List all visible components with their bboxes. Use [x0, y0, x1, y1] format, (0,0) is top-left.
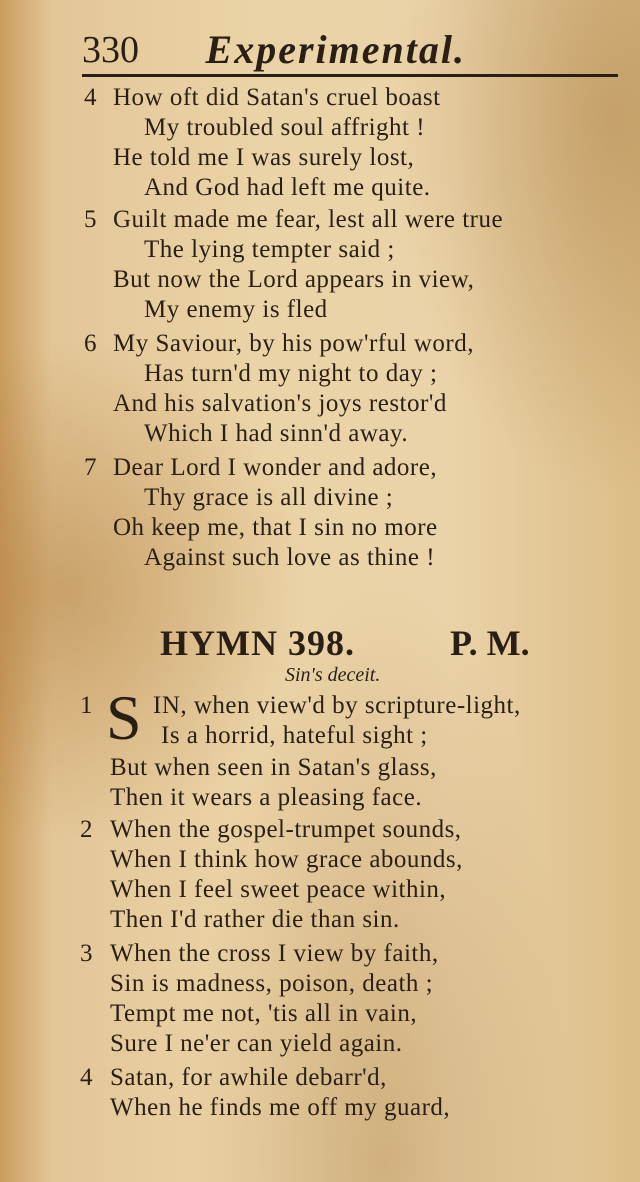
hymn-meter: P. M.	[450, 623, 530, 663]
verse-number: 5	[84, 206, 97, 233]
verse-line: When the cross I view by faith,	[110, 940, 439, 967]
verse-line: Then it wears a pleasing face.	[110, 784, 423, 811]
running-title: Experimental.	[205, 27, 466, 72]
verse-line: Dear Lord I wonder and adore,	[113, 454, 438, 481]
verse-line: He told me I was surely lost,	[113, 144, 415, 171]
verse-line: My enemy is fled	[144, 296, 328, 323]
verse-line: Thy grace is all divine ;	[144, 484, 394, 511]
verse-line: And his salvation's joys restor'd	[113, 390, 447, 417]
verse-line: When I feel sweet peace within,	[110, 876, 447, 903]
page-header	[82, 26, 618, 74]
verse-number: 3	[80, 940, 93, 967]
verse-line: Tempt me not, 'tis all in vain,	[110, 1000, 418, 1027]
verse-number: 4	[84, 84, 97, 111]
verse-line: Then I'd rather die than sin.	[110, 906, 400, 933]
verse-line: Sure I ne'er can yield again.	[110, 1030, 403, 1057]
verse-line: Against such love as thine !	[144, 544, 436, 571]
verse-number: 4	[80, 1064, 93, 1091]
verse-line: Has turn'd my night to day ;	[144, 360, 438, 387]
page-number: 330	[82, 29, 139, 71]
verse-line: Sin is madness, poison, death ;	[110, 970, 434, 997]
verse-number: 2	[80, 816, 93, 843]
hymn-subtitle: Sin's deceit.	[285, 664, 381, 686]
verse-line: And God had left me quite.	[144, 174, 431, 201]
hymn-title: HYMN 398.	[160, 623, 355, 663]
verse-line: The lying tempter said ;	[144, 236, 395, 263]
verse-number: 1	[80, 692, 93, 719]
verse-line: Satan, for awhile debarr'd,	[110, 1064, 387, 1091]
verse-line: How oft did Satan's cruel boast	[113, 84, 441, 111]
verse-line: Guilt made me fear, lest all were true	[113, 206, 504, 233]
verse-line: When he finds me off my guard,	[110, 1094, 451, 1121]
verse-line: Which I had sinn'd away.	[144, 420, 409, 447]
verse-line: IN, when view'd by scripture-light,	[153, 692, 521, 719]
drop-cap: S	[106, 682, 142, 753]
verse-line: Oh keep me, that I sin no more	[113, 514, 438, 541]
verse-line: When the gospel-trumpet sounds,	[110, 816, 462, 843]
verse-line: My troubled soul affright !	[144, 114, 426, 141]
verse-number: 7	[84, 454, 97, 481]
verse-line: Is a horrid, hateful sight ;	[161, 722, 428, 749]
verse-line: But now the Lord appears in view,	[113, 266, 475, 293]
verse-number: 6	[84, 330, 97, 357]
header-rule	[82, 74, 618, 77]
verse-line: My Saviour, by his pow'rful word,	[113, 330, 474, 357]
verse-line: But when seen in Satan's glass,	[110, 754, 437, 781]
verse-line: When I think how grace abounds,	[110, 846, 463, 873]
